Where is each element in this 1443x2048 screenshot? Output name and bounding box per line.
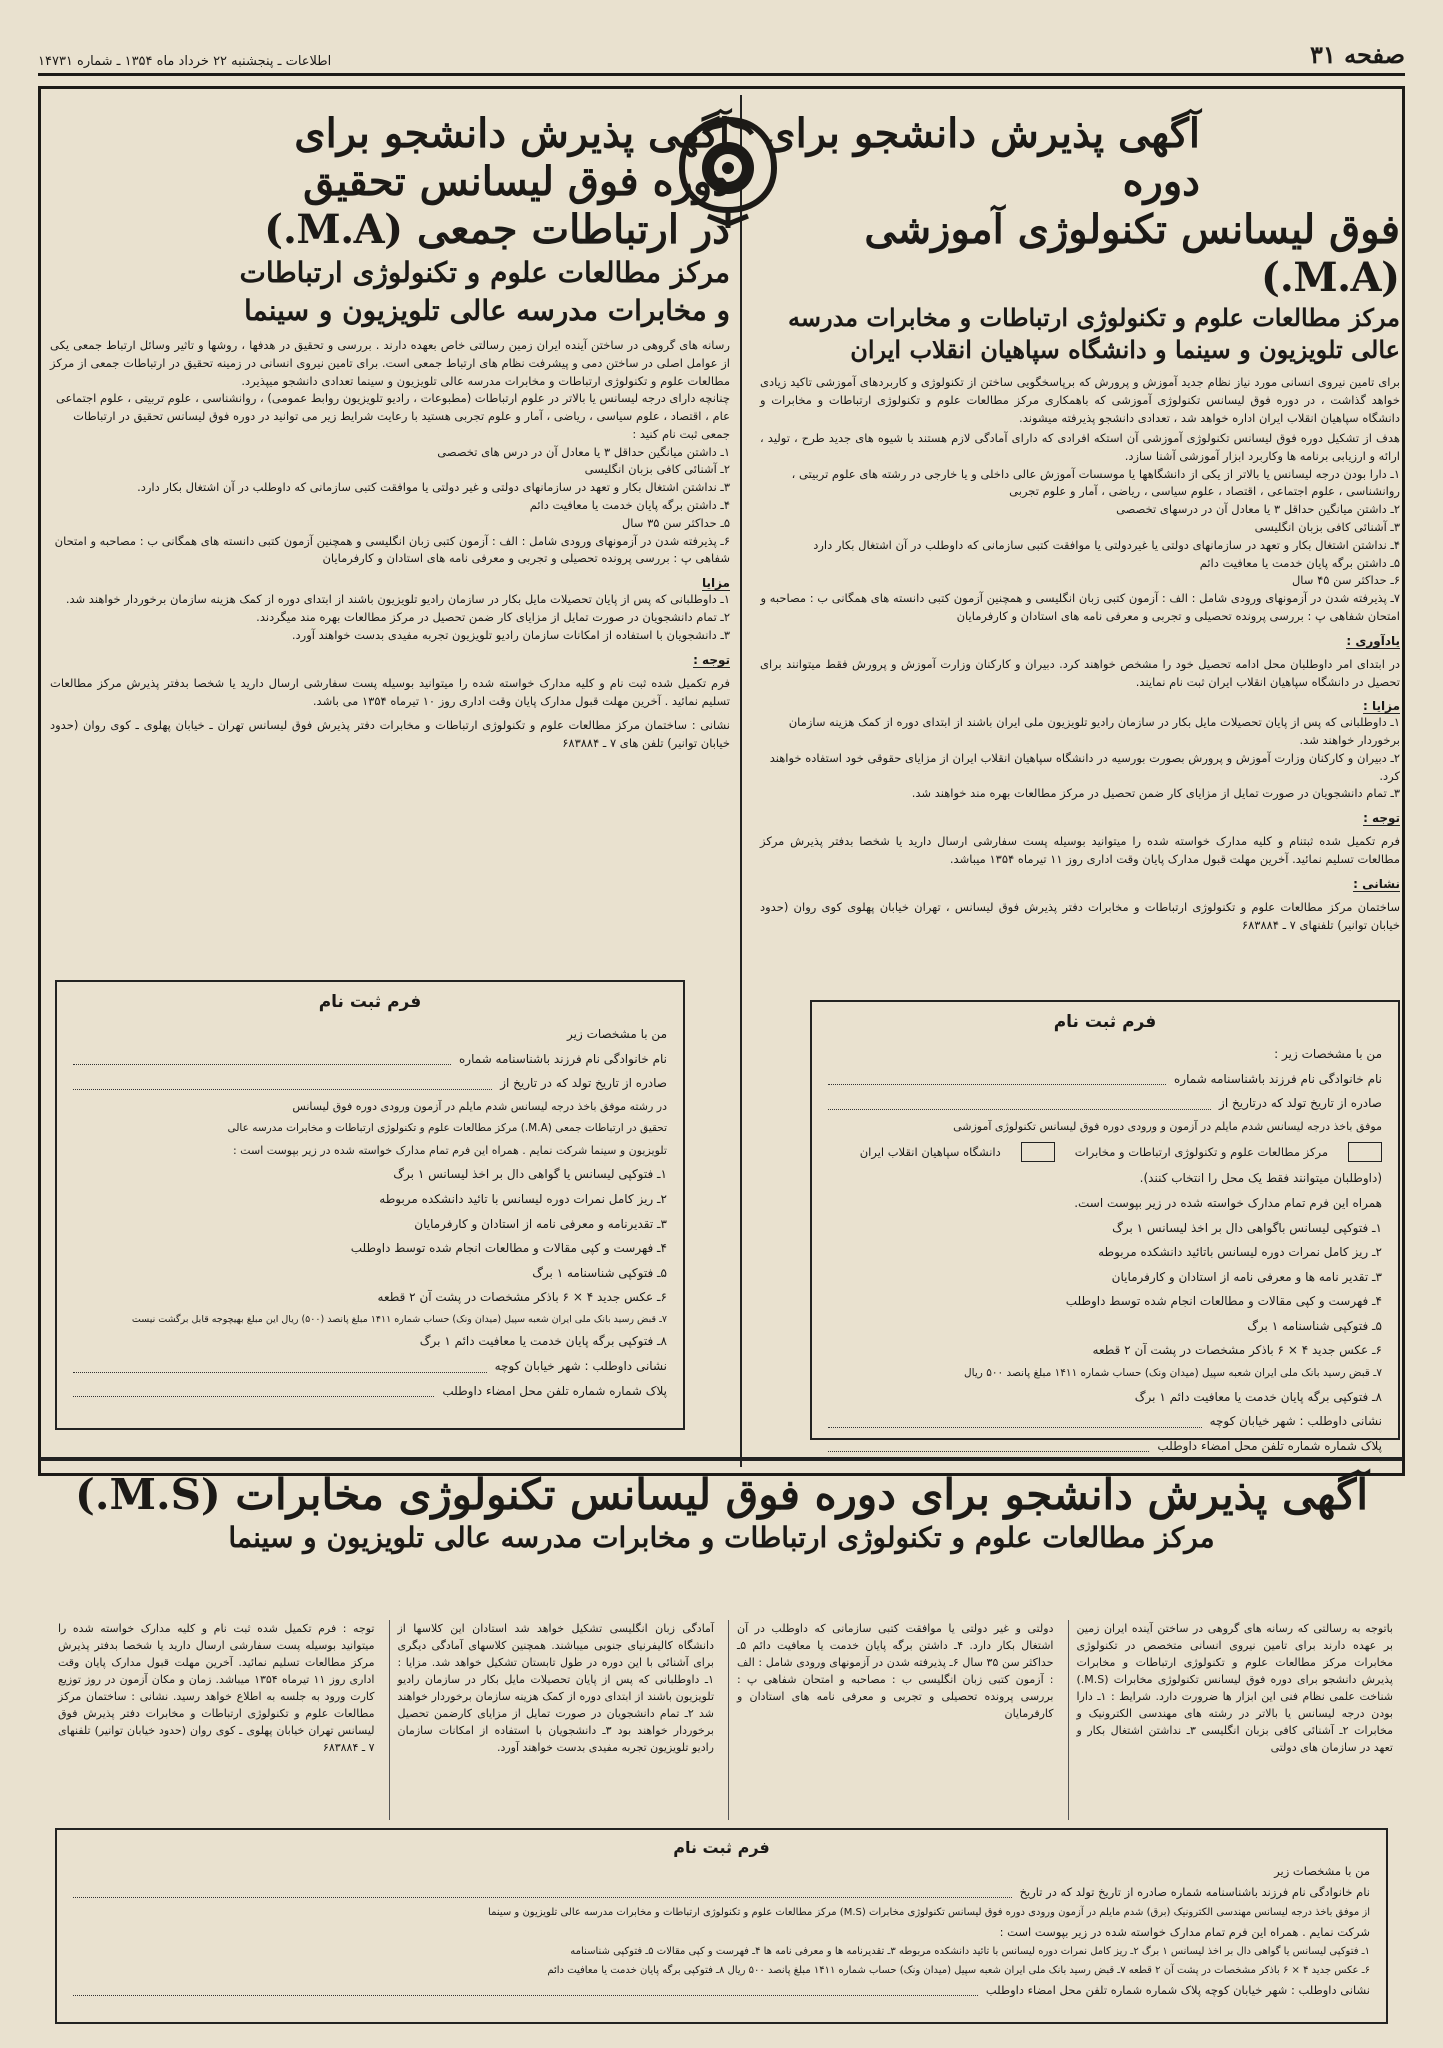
form-line: ۳ـ تقدیر نامه ها و معرفی نامه از استادان و کارفرمایان [1111, 1269, 1382, 1284]
ma-mass-communication-research-ad [50, 110, 730, 752]
form-line: موفق باخذ درجه لیسانس شدم مایلم در آزمون و ورودی دوره فوق لیسانس تکنولوژی آموزشی [953, 1119, 1382, 1133]
list-item: ۳ـ نداشتن اشتغال بکار و تعهد در سازمانهای دولتی و غیر دولتی یا موافقت کتبی سازمانی که داوطلب در آن اشتغال بکار دارد. [137, 480, 730, 495]
list-item: ۵ـ حداکثر سن ۳۵ سال [621, 515, 730, 530]
address-text: ساختمان مرکز مطالعات علوم و تکنولوژی ارتباطات و مخابرات دفتر پذیرش فوق لیسانس ، تهران خیابان پهلوی کوی روان (حدود خیابان توانیر) تلفنهای ۷ ـ ۶۸۳۸۸۴ [760, 899, 1400, 932]
form-line: ۴ـ فهرست و کپی مقالات و مطالعات انجام شده توسط داوطلب [1065, 1294, 1382, 1309]
ad-title-line3: در ارتباطات جمعی (M.A.) [264, 206, 730, 253]
form-line: از موفق باخذ درجه لیسانس مهندسی الکترونیک (برق) شدم مایلم در آزمون ورودی دوره فوق لیسانس تکنولوژی مخابرات (M.S) مرکز مطالعات علوم و تکنولوژی ارتباطات و مخابرات مدرسه عالی تلویزیون و سینما [488, 1906, 1370, 1918]
list-item: ۶ـ حداکثر سن ۴۵ سال [1291, 573, 1400, 588]
ad-title: آگهی پذیرش دانشجو برای دوره فوق لیسانس تکنولوژی مخابرات (M.S.) [74, 1470, 1369, 1519]
form-line: ۸ـ فتوکپی برگه پایان خدمت یا معافیت دائم ۱ برگ [1134, 1389, 1382, 1404]
ms-telecom-technology-ad-heading [50, 1470, 1393, 1554]
form-line: نام خانوادگی نام فرزند باشناسنامه شماره صادره از تاریخ تولد که در تاریخ [73, 1882, 1370, 1903]
ad-subtitle: مرکز مطالعات علوم و تکنولوژی ارتباطات و مخابرات مدرسه عالی تلویزیون و سینما [228, 1521, 1215, 1554]
ad-title-line2: دوره فوق لیسانس تحقیق [303, 158, 730, 205]
note-text: فرم تکمیل شده ثبت نام و کلیه مدارک خواسته شده را میتوانید بوسیله پست سفارشی ارسال دارید یا شخصا بدفتر پذیرش مرکز مطالعات تسلیم نمائید . آخرین مهلت قبول مدارک پایان وقت اداری روز ۱۰ تیرماه ۱۳۵۴ می باشد. [50, 675, 730, 708]
form-line: در رشته موفق باخذ درجه لیسانس شدم مایلم در آزمون ورودی دوره فوق لیسانس [292, 1099, 667, 1113]
benefits-label: مزایا [701, 576, 730, 591]
conditions-list [50, 390, 730, 568]
list-item: ۴ـ نداشتن اشتغال بکار و تعهد در سازمانهای دولتی یا غیردولتی یا موافقت کتبی سازمانی که داوطلب در آن اشتغال بکار دارد [813, 537, 1400, 552]
form-line: ۸ـ فتوکپی برگه پایان خدمت یا معافیت دائم ۱ برگ [419, 1334, 667, 1349]
conditions-list [760, 466, 1400, 626]
ms-telecom-technology-ad-body [50, 1620, 1393, 1820]
list-item: ۱ـ داوطلبانی که پس از پایان تحصیلات مایل بکار در سازمان رادیو تلویزیون باشند از ابتدای دوره از کمک هزینه سازمان برخوردار خواهند شد. [65, 592, 730, 607]
ad-column: باتوجه به رسالتی که رسانه های گروهی در ساختن آینده ایران زمین بر عهده دارند برای تامین نیروی انسانی متخصص در تکنولوژی مخابرات مرکز مطالعات علوم و تکنولوژی ارتباطات و مخابرات پذیرش دانشجو برای دوره فوق لیسانس تکنولوژی مخابرات (M.S.) شناخت علمی نظام فنی این ابزار ها ضرورت دارد. شرایط : ۱ـ دارا بودن درجه لیسانس یا بالاتر در رشته های مهندسی الکترونیک و مخابرات ۲ـ آشنائی کافی بزبان انگلیسی ۳ـ نداشتن اشتغال بکار و تعهد در سازمان های دولتی [1068, 1620, 1394, 1820]
form-line: ۵ـ فتوکپی شناسنامه ۱ برگ [1247, 1318, 1382, 1333]
ad-title-line1: آگهی پذیرش دانشجو برای [294, 110, 730, 157]
form-line: من با مشخصات زیر : [1274, 1047, 1382, 1061]
address-text: نشانی : ساختمان مرکز مطالعات علوم و تکنولوژی ارتباطات و مخابرات دفتر پذیرش فوق لیسانس تهران ـ خیابان پهلوی ـ کوی روان (حدود خیابان توانیر) تلفن های ۷ ـ ۶۸۳۸۸۴ [50, 717, 730, 751]
list-item: ۳ـ آشنائی کافی بزبان انگلیسی [1254, 520, 1400, 534]
checkbox-university[interactable] [1021, 1142, 1055, 1162]
form-line: ۱ـ فتوکپی لیسانس یا گواهی دال بر اخذ لیسانس ۱ برگ ۲ـ ریز کامل نمرات دوره لیسانس با تائید دانشکده مربوطه ۳ـ تقدیرنامه ها و معرفی نامه ها ۴ـ فهرست و کپی مقالات ۵ـ فتوکپی شناسنامه [570, 1946, 1370, 1958]
list-item: ۷ـ پذیرفته شدن در آزمونهای ورودی شامل : الف : آزمون کتبی زبان انگلیسی و همچنین آزمون کتبی دانسته های همگانی ب : مصاحبه و امتحان شفاهی پ : بررسی پرونده تحصیلی و تجربی و معرفی نامه های استادان و کارفرمایان [760, 591, 1400, 624]
ad-intro: برای تامین نیروی انسانی مورد نیاز نظام جدید آموزش و پرورش که برپاسخگویی ساختن از تکنولوژی و کاربردهای آموزشی تاکید زیادی خواهد گذاشت ، در دوره فوق لیسانس تکنولوژی آموزشی که باهمکاری مرکز مطالعات علوم و تکنولوژی ارتباطات و مخابرات و دانشگاه سپاهیان انقلاب ایران اداره خواهد شد ، تعدادی دانشجو پذیرفته میشوند. [760, 374, 1400, 426]
form-line: همراه این فرم تمام مدارک خواسته شده در زیر بپوست است. [1074, 1195, 1382, 1210]
list-item: ۵ـ داشتن برگه پایان خدمت یا معافیت دائم [1199, 555, 1400, 570]
reminder-label: یادآوری : [1346, 633, 1400, 648]
list-item: ۲ـ آشنائی کافی بزبان انگلیسی [584, 462, 730, 477]
ad-title-line2: فوق لیسانس تکنولوژی آموزشی (M.A.) [864, 206, 1400, 301]
form-line: ۲ـ ریز کامل نمرات دوره لیسانس باتائید دانشکده مربوطه [1098, 1245, 1382, 1260]
form-line: نشانی داوطلب : شهر خیابان کوچه پلاک شماره شماره تلفن محل امضاء داوطلب [73, 1980, 1370, 2001]
form-line: (داوطلبان میتوانند فقط یک محل را انتخاب کنند). [1139, 1171, 1382, 1186]
form-title: فرم ثبت نام [318, 992, 422, 1012]
option-university: دانشگاه سپاهیان انقلاب ایران [859, 1145, 1001, 1160]
form-line: ۷ـ قبض رسید بانک ملی ایران شعبه سپیل (میدان ونک) حساب شماره ۱۴۱۱ مبلغ پانصد ۵۰۰ ریال [964, 1367, 1382, 1380]
option-study-center: مرکز مطالعات علوم و تکنولوژی ارتباطات و مخابرات [1074, 1145, 1328, 1160]
ma-educational-technology-ad [760, 110, 1400, 934]
list-item: ۱ـ داوطلبانی که پس از پایان تحصیلات مایل بکار در سازمان رادیو تلویزیون ملی ایران باشند از ابتدای دوره از کمک هزینه سازمان برخوردار خواهند شد. [788, 715, 1400, 747]
ad-goal: هدف از تشکیل دوره فوق لیسانس تکنولوژی آموزشی آن استکه افرادی که دارای آمادگی لازم هستند با شیوه های جدید طرح ، تولید ، ارائه و ارزیابی برنامه ها وکاربرد ابزار آموزشی آشنا سازد. [760, 431, 1400, 464]
form-line: تلویزیون و سینما شرکت نمایم . همراه این فرم تمام مدارک خواسته شده در زیر بپوست است : [232, 1143, 667, 1157]
form-line: من با مشخصات زیر [567, 1027, 667, 1041]
form-line: ۲ـ ریز کامل نمرات دوره لیسانس با تائید دانشکده مربوطه [379, 1191, 667, 1206]
list-item: ۴ـ داشتن برگه پایان خدمت یا معافیت دائم [529, 497, 730, 512]
ad-subtitle-line2: عالی تلویزیون و سینما و دانشگاه سپاهیان انقلاب ایران [850, 335, 1400, 365]
page-header [38, 40, 1405, 76]
form-line: نام خانوادگی نام فرزند باشناسنامه شماره [828, 1067, 1382, 1092]
list-item: ۳ـ تمام دانشجویان در صورت تمایل از مزایای کار ضمن تحصیل در مرکز مطالعات بهره مند خواهند شد. [911, 786, 1400, 801]
section-divider [40, 1457, 1403, 1461]
form-line: ۷ـ قبض رسید بانک ملی ایران شعبه سپیل (میدان ونک) حساب شماره ۱۴۱۱ مبلغ پانصد (۵۰۰) ریال این مبلغ بهیچوجه قابل برگشت نیست [131, 1313, 667, 1325]
list-item: ۱ـ داشتن میانگین حداقل ۳ یا معادل آن در درس های تخصصی [437, 444, 730, 459]
list-item: ۲ـ دبیران و کارکنان وزارت آموزش و پرورش بصورت بورسیه در دانشگاه سپاهیان انقلاب ایران از مزایای حقوقی خود استفاده خواهند کرد. [769, 750, 1400, 783]
address-label: نشانی : [1353, 876, 1400, 891]
form-line: ۳ـ تقدیرنامه و معرفی نامه از استادان و کارفرمایان [414, 1216, 667, 1231]
registration-form-ma-research [55, 980, 685, 1430]
list-item: ۱ـ دارا بودن درجه لیسانس یا بالاتر از یکی از دانشگاهها یا موسسات آموزش عالی داخلی و یا خارجی در رشته های علوم تربیتی ، روانشناسی ، علوم اجتماعی ، اقتصاد ، علوم سیاسی ، ریاضی ، آمار و علوم تجربی [791, 466, 1400, 499]
list-item: ۲ـ داشتن میانگین حداقل ۳ یا معادل آن در درسهای تخصصی [1116, 502, 1400, 517]
form-line: ۶ـ عکس جدید ۴ × ۶ باذکر مشخصات در پشت آن ۲ قطعه [377, 1290, 667, 1305]
form-line: نشانی داوطلب : شهر خیابان کوچه [73, 1354, 667, 1379]
form-line: ۱ـ فتوکپی لیسانس یا گواهی دال بر اخذ لیسانس ۱ برگ [393, 1167, 667, 1182]
form-line: نشانی داوطلب : شهر خیابان کوچه [828, 1409, 1382, 1434]
note-label: توجه : [693, 652, 730, 667]
ad-column: توجه : فرم تکمیل شده ثبت نام و کلیه مدارک خواسته شده را میتوانید بوسیله پست سفارشی ارسال دارید یا شخصا بدفتر پذیرش مرکز مطالعات تسلیم نمائید. آخرین مهلت قبول مدارک پایان وقت اداری روز ۱۱ تیرماه ۱۳۵۴ میباشد. زمان و مکان آزمون در روز توزیع کارت ورود به جلسه به اطلاع خواهد رسید. نشانی : ساختمان مرکز مطالعات علوم و تکنولوژی ارتباطات و مخابرات دفتر پذیرش فوق لیسانس تهران خیابان پهلوی ـ کوی روان (حدود خیابان توانیر) تلفنهای ۷ ـ ۶۸۳۸۸۴ [58, 1622, 375, 1755]
form-line: پلاک شماره شماره تلفن محل امضاء داوطلب [73, 1379, 667, 1404]
ad-subtitle-line1: مرکز مطالعات علوم و تکنولوژی ارتباطات و مخابرات مدرسه [788, 303, 1400, 332]
form-line: تحقیق در ارتباطات جمعی (M.A.) مرکز مطالعات علوم و تکنولوژی ارتباطات و مخابرات مدرسه عالی [227, 1122, 667, 1135]
list-item: چنانچه دارای درجه لیسانس یا بالاتر در علوم ارتباطات (مطبوعات ، رادیو تلویزیون روابط عمومی) ، روانشناسی ، علوم تربیتی ، علوم اجتماعی عام ، اقتصاد ، علوم سیاسی ، ریاضی ، آمار و علوم تجربی هستید با رعایت شرایط زیر می توانید در دوره فوق لیسانس تحقیق در ارتباطات جمعی ثبت نام کنید : [55, 391, 730, 441]
list-item: ۶ـ پذیرفته شدن در آزمونهای ورودی شامل : الف : آزمون کتبی زبان انگلیسی و همچنین آزمون کتبی دانسته های همگانی ب : مصاحبه و امتحان شفاهی پ : بررسی پرونده تحصیلی و تجربی و معرفی نامه های استادان و کارفرمایان [54, 533, 730, 566]
form-line: ۱ـ فتوکپی لیسانس باگواهی دال بر اخذ لیسانس ۱ برگ [1112, 1220, 1382, 1235]
registration-form-ma-edtech [810, 1000, 1400, 1453]
form-line: صادره از تاریخ تولد که در تاریخ از [73, 1071, 667, 1096]
benefits-label: مزایا : [1363, 699, 1400, 714]
ad-title-line1: آگهی پذیرش دانشجو برای دوره [764, 110, 1200, 205]
registration-form-ms-telecom [55, 1828, 1388, 2024]
form-line: صادره از تاریخ تولد که درتاریخ از [828, 1091, 1382, 1116]
ad-column: آمادگی زبان انگلیسی تشکیل خواهد شد استادان این کلاسها از دانشگاه کالیفرنیای جنوبی میباشند. همچنین کلاسهای آمادگی دیگری برای آشنائی با این دوره در طول تابستان تشکیل خواهد شد. مزایا : ۱ـ داوطلبانی که پس از پایان تحصیلات مایل بکار در سازمان رادیو تلویزیون باشند از ابتدای دوره از کمک هزینه سازمان برخوردار خواهند شد ۲ـ تمام دانشجویان در صورت تمایل از مزایای کارضمن تحصیل برخوردار خواهند بود ۳ـ دانشجویان با استفاده از امکانات سازمان رادیو تلویزیون تجربه مفیدی بدست خواهند آورد. [389, 1620, 715, 1820]
ad-intro: رسانه های گروهی در ساختن آینده ایران زمین رسالتی خاص بعهده دارند . بررسی و تحقیق در هدفها ، روشها و تاثیر وسائل ارتباط جمعی یکی از عوامل اصلی در ساختن دمی و پیشرفت نظام های ارتباط جمعی است. برای تامین نیروی انسانی در زمینه تحقیق در ارتباطات جمعی از مرکز مطالعات علوم و تکنولوژی ارتباطات و مخابرات مدرسه عالی تلویزیون و سینما تعدادی دانشجو میپذیرد. [50, 337, 730, 388]
institution-choice [828, 1142, 1382, 1162]
ad-subtitle-line1: مرکز مطالعات علوم و تکنولوژی ارتباطات [239, 256, 730, 289]
ad-column: دولتی و غیر دولتی یا موافقت کتبی سازمانی که داوطلب در آن اشتغال بکار دارد. ۴ـ داشتن برگه پایان خدمت یا معافیت دائم ۵ـ حداکثر سن ۳۵ سال ۶ـ پذیرفته شدن در آزمونهای ورودی شامل : الف : آزمون کتبی زبان انگلیسی ب : مصاحبه و امتحان شفاهی پ : بررسی پرونده تحصیلی و تجربی و معرفی نامه های استادان و کارفرمایان [728, 1620, 1054, 1820]
form-line: پلاک شماره شماره تلفن محل امضاء داوطلب [828, 1434, 1382, 1459]
issue-info: اطلاعات ـ پنجشنبه ۲۲ خرداد ماه ۱۳۵۴ ـ شماره ۱۴۷۳۱ [38, 54, 332, 69]
form-line: ۶ـ عکس جدید ۴ × ۶ باذکر مشخصات در پشت آن ۲ قطعه [1092, 1343, 1382, 1358]
reminder-text: در ابتدای امر داوطلبان محل ادامه تحصیل خود را مشخص خواهند کرد. دبیران و کارکنان وزارت آموزش و پرورش فقط میتوانند برای تحصیل در دانشگاه سپاهیان انقلاب ایران ثبت نام نمایند. [760, 656, 1400, 690]
note-label: توجه : [1363, 811, 1400, 826]
column-divider [740, 95, 742, 1467]
form-line: ۶ـ عکس جدید ۴ × ۶ باذکر مشخصات در پشت آن ۲ قطعه ۷ـ قبض رسید بانک ملی ایران شعبه سپیل (میدان ونک) حساب شماره ۱۴۱۱ مبلغ پانصد ۵۰۰ ریال ۸ـ فتوکپی برگه پایان خدمت یا معافیت دائم [547, 1964, 1370, 1976]
form-line: نام خانوادگی نام فرزند باشناسنامه شماره [73, 1047, 667, 1072]
form-title: فرم ثبت نام [673, 1838, 770, 1857]
list-item: ۳ـ دانشجویان با استفاده از امکانات سازمان رادیو تلویزیون تجربه مفیدی بدست خواهند آورد. [291, 627, 730, 642]
form-title: فرم ثبت نام [1053, 1012, 1157, 1032]
ad-subtitle-line2: و مخابرات مدرسه عالی تلویزیون و سینما [244, 293, 730, 327]
form-line: ۵ـ فتوکپی شناسنامه ۱ برگ [532, 1265, 667, 1280]
form-line: من با مشخصات زیر [1274, 1864, 1370, 1878]
page-number: صفحه ۳۱ [1309, 40, 1405, 69]
form-line: شرکت نمایم . همراه این فرم تمام مدارک خواسته شده در زیر بپوست است : [999, 1925, 1370, 1940]
list-item: ۲ـ تمام دانشجویان در صورت تمایل از مزایای کار ضمن تحصیل در مرکز مطالعات بهره مند میگردند. [256, 610, 730, 624]
note-text: فرم تکمیل شده ثبتنام و کلیه مدارک خواسته شده را میتوانید بوسیله پست سفارشی ارسال دارید یا شخصا بدفتر پذیرش مرکز مطالعات تسلیم نمائید. آخرین مهلت قبول مدارک پایان وقت اداری روز ۱۱ تیرماه ۱۳۵۴ میباشد. [760, 834, 1400, 867]
form-line: ۴ـ فهرست و کپی مقالات و مطالعات انجام شده توسط داوطلب [350, 1241, 667, 1256]
checkbox-study-center[interactable] [1348, 1142, 1382, 1162]
